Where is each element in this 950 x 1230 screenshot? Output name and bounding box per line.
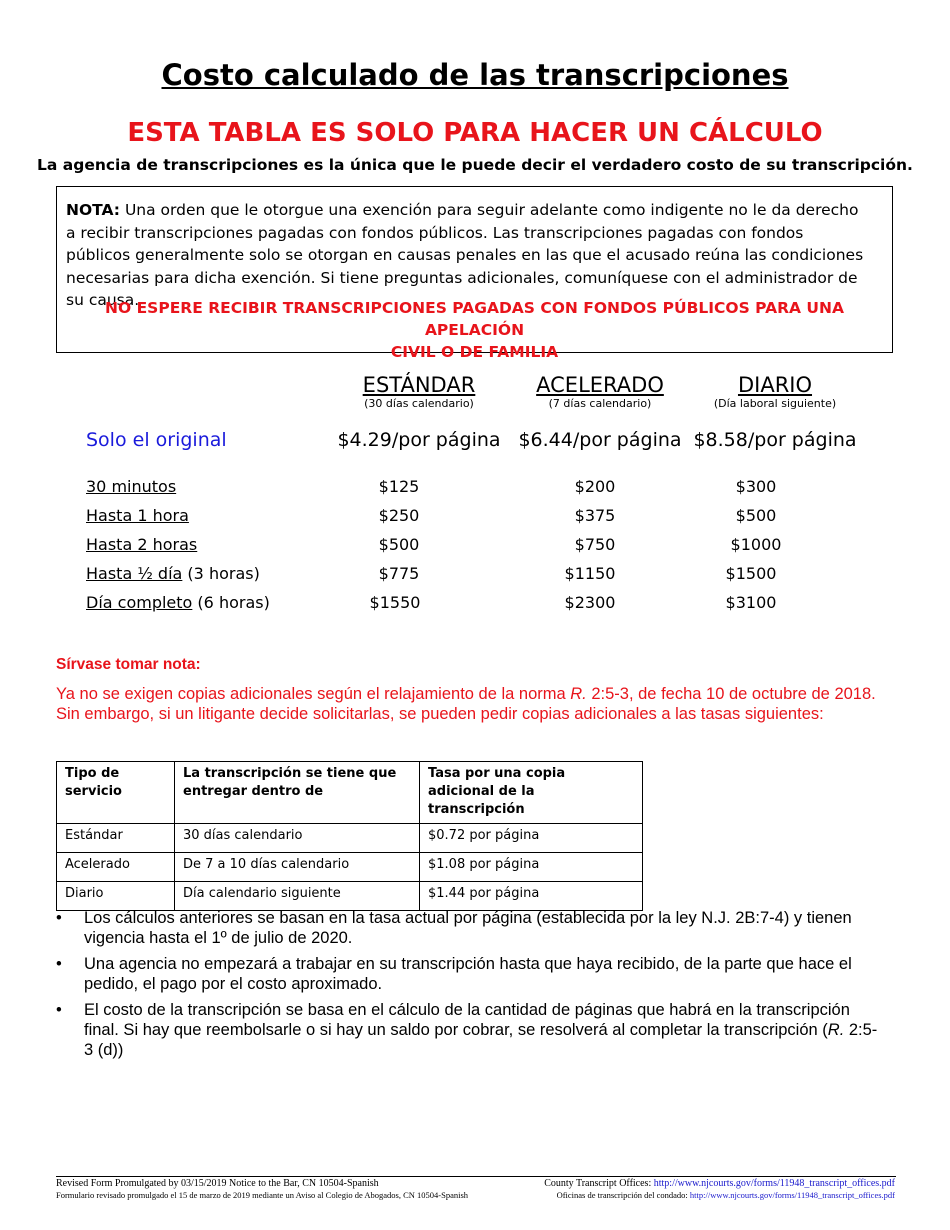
price-cell: $1550 xyxy=(369,593,421,612)
table-cell: Día calendario siguiente xyxy=(175,882,420,911)
row-label: Hasta 2 horas xyxy=(86,535,198,554)
bullet-icon: • xyxy=(56,1001,62,1019)
rate-daily: $8.58/por página xyxy=(693,429,857,451)
list-item: • Una agencia no empezará a trabajar en su transcripción hasta que haya recibido, de la parte que hace el pedido, el pago por el costo aproximado. xyxy=(56,955,852,993)
price-cell: $375 xyxy=(574,506,616,525)
bullet-icon: • xyxy=(56,909,62,927)
footer-revised-es: Formulario revisado promulgado el 15 de marzo de 2019 mediante un Aviso al Colegio de Abogados, CN 10504-Spanish xyxy=(56,1190,469,1200)
price-cell: $1150 xyxy=(564,564,616,583)
column-standard-sub: (30 días calendario) xyxy=(364,397,474,410)
price-cell: $125 xyxy=(378,477,420,496)
note-label: NOTA: xyxy=(66,201,121,219)
table-cell: Estándar xyxy=(57,824,175,853)
price-cell: $3100 xyxy=(725,593,777,612)
footer-offices-es: Oficinas de transcripción del condado: http://www.njcourts.gov/forms/11948_transcript_offices.pdf xyxy=(556,1190,895,1200)
table-cell: Diario xyxy=(57,882,175,911)
transcript-offices-link-es[interactable]: http://www.njcourts.gov/forms/11948_transcript_offices.pdf xyxy=(689,1190,895,1200)
column-standard xyxy=(329,373,509,410)
table-row xyxy=(57,853,643,882)
row-label: Hasta ½ día (3 horas) xyxy=(86,564,260,583)
public-funds-warning xyxy=(57,297,892,363)
note-body: Una orden que le otorgue una exención para seguir adelante como indigente no le da derecho a recibir transcripciones pagadas con fondos públicos. Las transcripciones pagadas con fondos públicos generalmente solo se otorgan en causas penales en las que el acusado reúna las condiciones necesarias para dicha exención. Si tiene preguntas adicionales, comuníquese con el administrador de su causa. xyxy=(66,201,864,309)
footer-rule xyxy=(56,1176,896,1177)
additional-copies-paragraph: Ya no se exigen copias adicionales según el relajamiento de la norma R. 2:5-3, de fecha 10 de octubre de 2018. Sin embargo, si un litigante decide solicitarlas, se pueden pedir copias adicionales a las tasas siguientes: xyxy=(56,685,876,723)
agency-note: La agencia de transcripciones es la única que le puede decir el verdadero costo de su transcripción. xyxy=(37,156,913,174)
table-header: Tasa por una copia adicional de la transcripción xyxy=(420,762,643,824)
table-header: Tipo de servicio xyxy=(57,762,175,824)
table-row xyxy=(57,824,643,853)
table-cell: 30 días calendario xyxy=(175,824,420,853)
price-cell: $750 xyxy=(574,535,616,554)
please-note-heading: Sírvase tomar nota: xyxy=(56,656,201,673)
rate-standard: $4.29/por página xyxy=(337,429,501,451)
price-cell: $300 xyxy=(735,477,777,496)
transcript-offices-link[interactable]: http://www.njcourts.gov/forms/11948_transcript_offices.pdf xyxy=(653,1178,895,1189)
column-expedited-sub: (7 días calendario) xyxy=(548,397,652,410)
table-cell: Acelerado xyxy=(57,853,175,882)
note-box xyxy=(56,186,893,361)
price-cell: $500 xyxy=(378,535,420,554)
table-row xyxy=(57,882,643,911)
price-cell: $775 xyxy=(378,564,420,583)
info-bullets xyxy=(56,908,886,1066)
row-label: 30 minutos xyxy=(86,477,177,496)
footer-revised-en: Revised Form Promulgated by 03/15/2019 Notice to the Bar, CN 10504-Spanish xyxy=(56,1178,379,1189)
note-text xyxy=(66,199,871,312)
column-expedited-title: ACELERADO xyxy=(536,373,664,397)
price-cell: $250 xyxy=(378,506,420,525)
page-title: Costo calculado de las transcripciones xyxy=(161,58,789,92)
rate-expedited: $6.44/por página xyxy=(518,429,682,451)
list-item: • El costo de la transcripción se basa en el cálculo de la cantidad de páginas que habrá en la transcripción final. Si hay que reembolsarle o si hay un saldo por cobrar, se resolverá al completar la transcripción (R. 2:5-3 (d)) xyxy=(56,1001,878,1059)
bullet-icon: • xyxy=(56,955,62,973)
column-daily xyxy=(685,373,865,410)
table-cell: $1.08 por página xyxy=(420,853,643,882)
list-item: • Los cálculos anteriores se basan en la tasa actual por página (establecida por la ley N.J. 2B:7-4) y tienen vigencia hasta el 1º de julio de 2020. xyxy=(56,909,852,947)
additional-copies-table xyxy=(56,761,643,911)
table-header: La transcripción se tiene que entregar dentro de xyxy=(175,762,420,824)
column-daily-sub: (Día laboral siguiente) xyxy=(713,397,837,410)
price-cell: $2300 xyxy=(564,593,616,612)
estimate-warning: ESTA TABLA ES SOLO PARA HACER UN CÁLCULO xyxy=(127,118,823,148)
column-expedited xyxy=(510,373,690,410)
original-only-label: Solo el original xyxy=(86,429,227,451)
row-label: Hasta 1 hora xyxy=(86,506,189,525)
table-cell: $1.44 por página xyxy=(420,882,643,911)
table-cell: De 7 a 10 días calendario xyxy=(175,853,420,882)
table-cell: $0.72 por página xyxy=(420,824,643,853)
public-funds-warning-line2: CIVIL O DE FAMILIA xyxy=(390,343,559,361)
price-cell: $1000 xyxy=(730,535,782,554)
column-daily-title: DIARIO xyxy=(737,373,813,397)
column-standard-title: ESTÁNDAR xyxy=(362,373,476,397)
price-cell: $200 xyxy=(574,477,616,496)
row-label: Día completo (6 horas) xyxy=(86,593,270,612)
price-cell: $500 xyxy=(735,506,777,525)
footer-offices-en: County Transcript Offices: http://www.njcourts.gov/forms/11948_transcript_offices.pdf xyxy=(544,1178,895,1189)
price-cell: $1500 xyxy=(725,564,777,583)
public-funds-warning-line1: NO ESPERE RECIBIR TRANSCRIPCIONES PAGADAS CON FONDOS PÚBLICOS PARA UNA APELACIÓN xyxy=(105,299,844,339)
table-header-row xyxy=(57,762,643,824)
